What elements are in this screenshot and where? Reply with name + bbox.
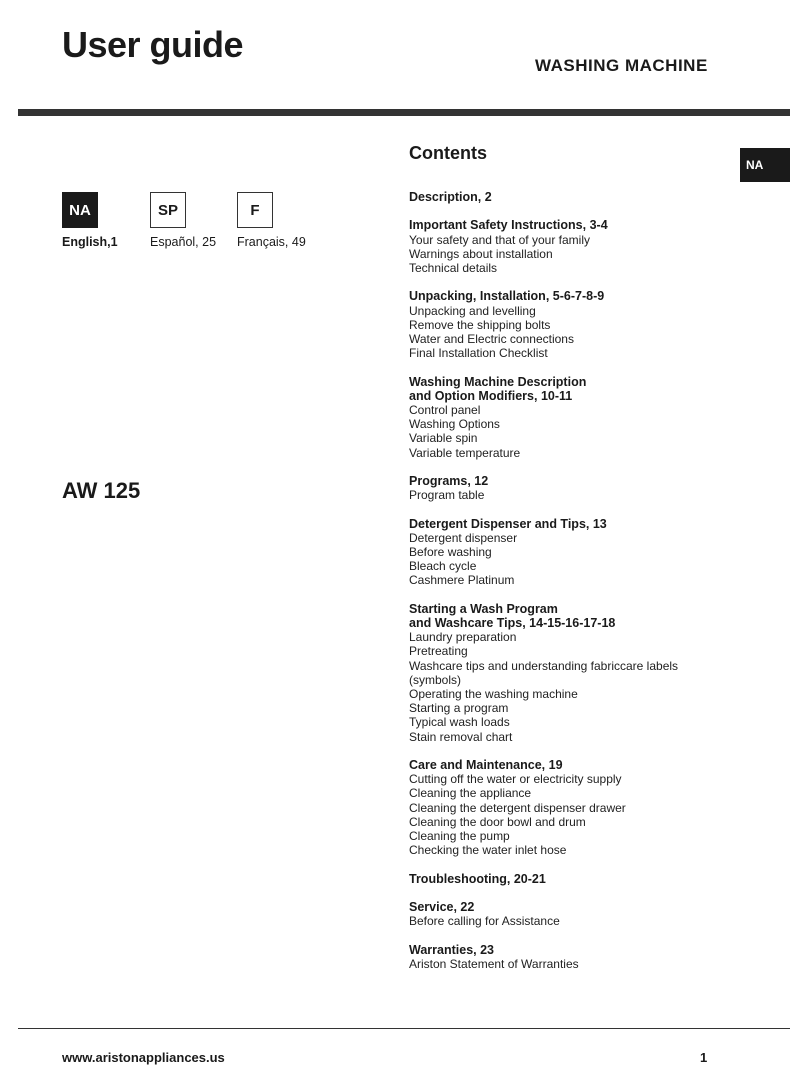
toc-section	[409, 517, 739, 588]
toc-section	[409, 758, 739, 857]
toc-item[interactable]: Cleaning the door bowl and drum	[409, 814, 586, 829]
toc-item[interactable]: Washcare tips and understanding fabriccare labels	[409, 658, 679, 673]
toc-item[interactable]: Variable spin	[409, 431, 478, 446]
page-number: 1	[700, 1050, 708, 1065]
language-label-english[interactable]: English,1	[62, 235, 118, 249]
toc-heading[interactable]: Detergent Dispenser and Tips, 13	[409, 516, 607, 531]
toc-item[interactable]: Cashmere Platinum	[409, 573, 515, 588]
toc-item[interactable]: Stain removal chart	[409, 729, 513, 744]
page-title: User guide	[62, 24, 244, 65]
toc-item[interactable]: Cutting off the water or electricity supply	[409, 772, 622, 787]
toc-item[interactable]: Checking the water inlet hose	[409, 843, 567, 858]
language-box-sp[interactable]: SP	[150, 192, 186, 228]
toc-heading[interactable]: Description, 2	[409, 190, 492, 204]
language-box-f[interactable]: F	[237, 192, 273, 228]
bottom-divider	[18, 1028, 790, 1029]
toc-item[interactable]: Unpacking and levelling	[409, 303, 536, 318]
toc-item[interactable]: Detergent dispenser	[409, 530, 518, 545]
toc-item[interactable]: Ariston Statement of Warranties	[409, 956, 579, 971]
toc-heading[interactable]: Programs, 12	[409, 474, 489, 488]
toc-item[interactable]: Before washing	[409, 545, 492, 559]
toc-item[interactable]: Final Installation Checklist	[409, 346, 548, 361]
toc-heading[interactable]: Important Safety Instructions, 3-4	[409, 218, 608, 233]
toc-section	[409, 190, 739, 204]
website-url[interactable]: www.aristonappliances.us	[62, 1050, 225, 1065]
toc-item[interactable]: (symbols)	[409, 672, 462, 687]
toc-item[interactable]: Starting a program	[409, 701, 509, 716]
toc-section	[409, 474, 739, 502]
toc-item[interactable]: Your safety and that of your family	[409, 232, 590, 247]
toc-item[interactable]: Cleaning the pump	[409, 829, 510, 844]
language-label-espanol[interactable]: Español, 25	[150, 235, 217, 249]
toc-heading[interactable]: Troubleshooting, 20-21	[409, 871, 546, 886]
top-divider	[18, 109, 790, 116]
toc-item[interactable]: Control panel	[409, 403, 481, 417]
toc-item[interactable]: Technical details	[409, 261, 498, 275]
toc-heading[interactable]: Starting a Wash Program and Washcare Tips, 14-15-16-17-18	[409, 601, 616, 630]
toc-item[interactable]: Pretreating	[409, 644, 468, 659]
toc-item[interactable]: Program table	[409, 488, 485, 503]
toc-section	[409, 289, 739, 360]
product-category: WASHING MACHINE	[535, 56, 708, 75]
toc-item[interactable]: Bleach cycle	[409, 559, 477, 574]
toc-item[interactable]: Laundry preparation	[409, 630, 517, 645]
model-number: AW 125	[62, 478, 141, 503]
toc-item[interactable]: Washing Options	[409, 417, 500, 432]
toc-section	[409, 943, 739, 971]
contents-title: Contents	[409, 143, 487, 163]
toc-item[interactable]: Typical wash loads	[409, 715, 510, 730]
toc-item[interactable]: Warnings about installation	[409, 246, 553, 261]
language-tab-na: NA	[740, 148, 790, 182]
toc-heading[interactable]: Warranties, 23	[409, 942, 494, 957]
toc-section	[409, 872, 739, 886]
language-box-na[interactable]: NA	[62, 192, 98, 228]
toc-heading[interactable]: Unpacking, Installation, 5-6-7-8-9	[409, 289, 605, 304]
toc-item[interactable]: Operating the washing machine	[409, 687, 578, 702]
toc-item[interactable]: Variable temperature	[409, 445, 521, 460]
toc-section	[409, 218, 739, 275]
toc-section	[409, 375, 739, 460]
toc-section	[409, 900, 739, 928]
toc-item[interactable]: Cleaning the appliance	[409, 786, 532, 801]
table-of-contents	[409, 190, 739, 985]
toc-item[interactable]: Remove the shipping bolts	[409, 317, 551, 332]
toc-section	[409, 602, 739, 744]
toc-item[interactable]: Before calling for Assistance	[409, 914, 560, 929]
toc-heading[interactable]: Care and Maintenance, 19	[409, 758, 563, 773]
toc-item[interactable]: Water and Electric connections	[409, 332, 574, 346]
language-label-francais[interactable]: Français, 49	[237, 235, 306, 249]
toc-heading[interactable]: Washing Machine Description and Option Modifiers, 10-11	[409, 374, 587, 403]
toc-item[interactable]: Cleaning the detergent dispenser drawer	[409, 800, 626, 815]
toc-heading[interactable]: Service, 22	[409, 900, 475, 915]
